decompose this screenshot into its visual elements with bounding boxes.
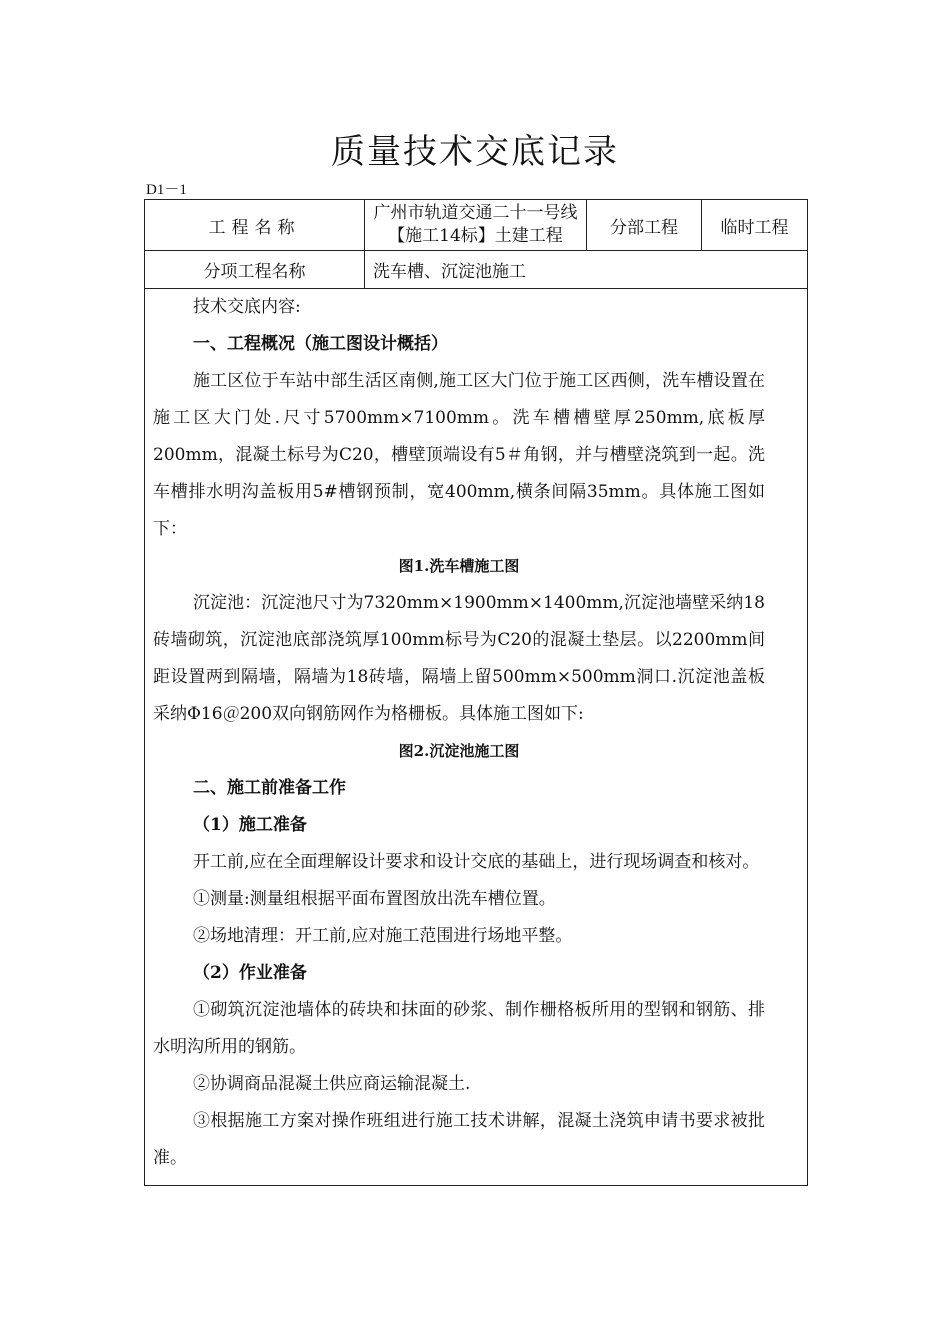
- project-row: [145, 200, 808, 251]
- subsection1-heading: （1）施工准备: [193, 815, 307, 835]
- list-item-concrete-supply: ②协调商品混凝土供应商运输混凝土.: [193, 1074, 471, 1094]
- subsection2-heading: （2）作业准备: [193, 963, 307, 983]
- content-cell: [145, 289, 808, 1186]
- document-code: D1－1: [146, 182, 187, 198]
- overview-paragraph: 施工区位于车站中部生活区南侧,施工区大门位于施工区西侧，洗车槽设置在施工区大门处.尺寸5700mm×7100mm。洗车槽槽壁厚250mm,底板厚200mm，混凝土标号为C20，槽壁顶端设有5＃角钢，并与槽壁浇筑到一起。洗车槽排水明沟盖板用5#槽钢预制，宽400mm,横条间隔35mm。具体施工图如下：: [153, 371, 765, 539]
- sedimentation-paragraph: 沉淀池：沉淀池尺寸为7320mm×1900mm×1400mm,沉淀池墙壁采纳18砖墙砌筑，沉淀池底部浇筑厚100mm标号为C20的混凝土垫层。以2200mm间距设置两到隔墙，隔墙为18砖墙，隔墙上留500mm×500mm洞口.沉淀池盖板采纳Φ16＠200双向钢筋网作为格栅板。具体施工图如下:: [153, 593, 765, 724]
- content-intro: 技术交底内容:: [193, 297, 301, 317]
- project-name-line1: 广州市轨道交通二十一号线: [373, 203, 578, 223]
- figure1-caption: 图1.洗车槽施工图: [398, 557, 520, 575]
- list-item-briefing: ③根据施工方案对操作班组进行施工技术讲解，混凝土浇筑申请书要求被批准。: [153, 1111, 765, 1168]
- subitem-row: [145, 251, 808, 289]
- project-name-line2: 【施工14标】土建工程: [388, 226, 563, 246]
- list-item-survey: ①测量:测量组根据平面布置图放出洗车槽位置。: [193, 889, 556, 909]
- section2-heading: 二、施工前准备工作: [193, 778, 346, 798]
- project-name-value: [365, 200, 587, 251]
- subitem-label: 分项工程名称: [145, 251, 365, 289]
- division-label: 分部工程: [587, 200, 702, 251]
- record-table: [144, 199, 808, 1186]
- document-title: 质量技术交底记录: [331, 132, 619, 172]
- figure2-caption: 图2.沉淀池施工图: [398, 742, 520, 760]
- list-item-site-clearing: ②场地清理：开工前,应对施工范围进行场地平整。: [193, 926, 573, 946]
- content-row: [145, 289, 808, 1186]
- list-item-materials: ①砌筑沉淀池墙体的砖块和抹面的砂浆、制作栅格板所用的型钢和钢筋、排水明沟所用的钢筋。: [153, 1000, 765, 1057]
- preparation-paragraph: 开工前,应在全面理解设计要求和设计交底的基础上，进行现场调查和核对。: [193, 852, 760, 872]
- division-value: 临时工程: [702, 200, 808, 251]
- section1-heading: 一、工程概况（施工图设计概括）: [193, 334, 448, 354]
- project-name-label: 工程名称: [145, 200, 365, 251]
- subitem-value: 洗车槽、沉淀池施工: [365, 251, 808, 289]
